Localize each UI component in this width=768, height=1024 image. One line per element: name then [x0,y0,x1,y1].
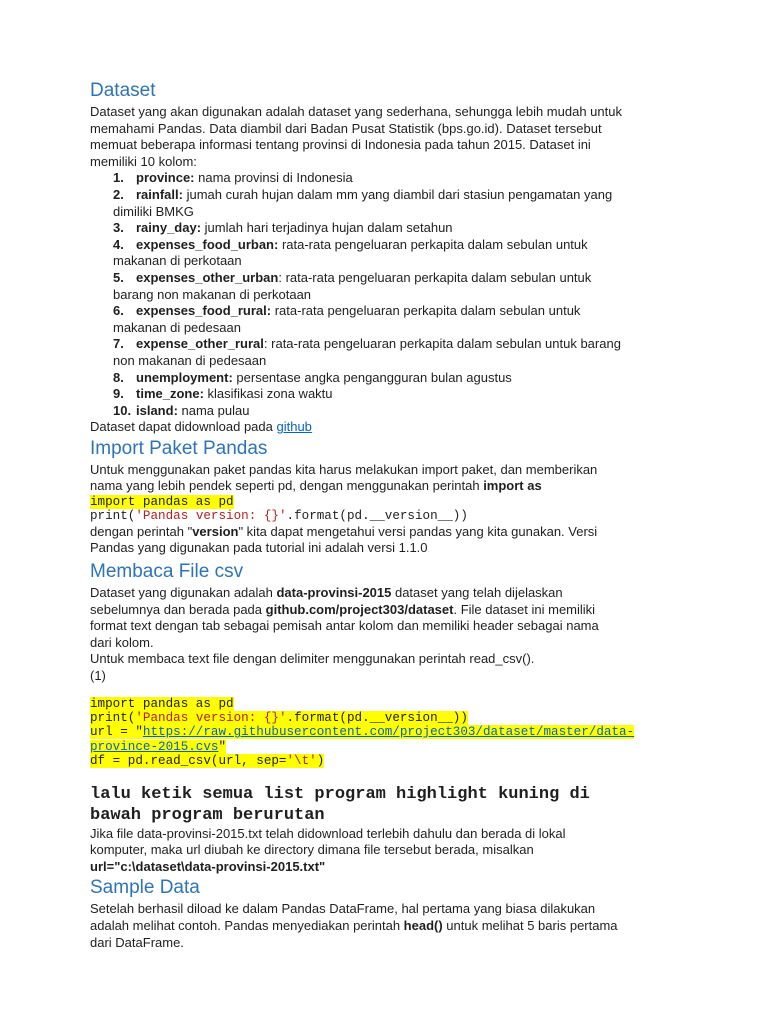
column-name: unemployment: [136,369,233,385]
heading-read-csv: Membaca File csv [90,561,244,583]
csv-text-line-5: Untuk membaca text file dengan delimiter menggunakan perintah read_csv(). [90,651,535,667]
column-desc: rata-rata pengeluaran perkapita dalam sebulan untuk [271,303,581,319]
column-desc: klasifikasi zona waktu [203,386,333,402]
github-link[interactable]: github [276,419,312,435]
import-text-line-2: nama yang lebih pendek seperti pd, dengan menggunakan perintah import as [90,478,542,494]
column-desc-cont: makanan di perkotaan [113,253,242,269]
code-line: url = "https://raw.githubusercontent.com/project303/dataset/master/data- [90,725,635,740]
column-name: expenses_food_rural: [136,303,272,319]
column-desc: : rata-rata pengeluaran perkapita dalam sebulan untuk barang [263,336,621,352]
column-desc: nama provinsi di Indonesia [194,170,353,186]
list-item: 5. expenses_other_urban: rata-rata pengeluaran perkapita dalam sebulan untuk barang non makanan di perkotaan [113,270,690,303]
sample-text-line-3: dari DataFrame. [90,934,184,950]
local-file-line-1: Jika file data-provinsi-2015.txt telah didownload terlebih dahulu dan berada di lokal [90,825,566,841]
column-desc: jumlah hari terjadinya hujan dalam setahun [201,220,453,236]
column-desc: rata-rata pengeluaran perkapita dalam sebulan untuk [278,236,588,252]
instruction-note-line-1: lalu ketik semua list program highlight kuning di [90,784,590,804]
version-text-line-2: Pandas yang digunakan pada tutorial ini adalah versi 1.1.0 [90,540,428,556]
list-item: 9. time_zone: klasifikasi zona waktu [113,386,333,402]
csv-text-line-1: Dataset yang digunakan adalah data-provinsi-2015 dataset yang telah dijelaskan [90,585,563,601]
dataset-intro-line-2: memahami Pandas. Data diambil dari Badan Pusat Statistik (bps.go.id). Dataset tersebut [90,120,602,136]
heading-import-pandas: Import Paket Pandas [90,437,268,459]
column-name: rainfall: [136,186,183,202]
csv-text-line-4: dari kolom. [90,634,154,650]
list-item: 1. province: nama provinsi di Indonesia [113,170,353,186]
code-line: import pandas as pd [90,696,234,711]
heading-sample-data: Sample Data [90,877,200,899]
csv-text-line-6: (1) [90,668,106,684]
heading-dataset: Dataset [90,80,156,101]
column-name: island: [136,402,178,418]
dataset-intro-line-1: Dataset yang akan digunakan adalah dataset yang sederhana, sehungga lebih mudah untuk [90,104,622,119]
sample-text-line-1: Setelah berhasil diload ke dalam Pandas DataFrame, hal pertama yang biasa dilakukan [90,901,596,917]
list-item: 2. rainfall: jumah curah hujan dalam mm yang diambil dari stasiun pengamatan yang dimiliki BMKG [113,187,690,220]
instruction-note-line-2: bawah program berurutan [90,805,325,825]
list-item: 8. unemployment: persentase angka pengangguran bulan agustus [113,369,512,385]
download-line: Dataset dapat didownload pada github [90,419,312,435]
code-line: import pandas as pd [90,495,234,510]
csv-text-line-3: format text dengan tab sebagai pemisah antar kolom dan memiliki header sebagai nama [90,618,599,634]
list-item: 4. expenses_food_urban: rata-rata pengeluaran perkapita dalam sebulan untuk makanan di perkotaan [113,237,690,270]
list-item: 10. island: nama pulau [113,402,250,418]
column-desc: nama pulau [177,402,250,418]
column-name: province: [136,170,195,186]
column-name: time_zone: [136,386,204,402]
local-file-line-3: url="c:\dataset\data-provinsi-2015.txt" [90,858,326,874]
csv-text-line-2: sebelumnya dan berada pada github.com/project303/dataset. File dataset ini memiliki [90,601,596,617]
list-item: 6. expenses_food_rural: rata-rata pengeluaran perkapita dalam sebulan untuk makanan di pedesaan [113,303,690,336]
import-text-line-1: Untuk menggunakan paket pandas kita harus melakukan import paket, dan memberikan [90,461,598,477]
dataset-intro-line-3: memuat beberapa informasi tentang provinsi di Indonesia pada tahun 2015. Dataset ini [90,137,591,153]
code-line: print('Pandas version: {}'.format(pd.__version__)) [90,509,468,524]
code-line: print('Pandas version: {}'.format(pd.__version__)) [90,711,468,726]
column-desc-cont: dimiliki BMKG [113,203,194,219]
code-line: province-2015.cvs" [90,739,227,754]
version-text-line-1: dengan perintah "version" kita dapat mengetahui versi pandas yang kita gunakan. Versi [90,523,598,539]
column-name: expense_other_rural [136,336,264,352]
column-desc-cont: makanan di pedesaan [113,319,241,335]
column-desc-cont: barang non makanan di perkotaan [113,286,312,302]
column-list [90,170,690,419]
column-desc-cont: non makanan di pedesaan [113,352,267,368]
dataset-url-link[interactable]: https://raw.githubusercontent.com/project303/dataset/master/data- [142,725,635,740]
sample-text-line-2: adalah melihat contoh. Pandas menyediakan perintah head() untuk melihat 5 baris pertama [90,918,618,934]
column-desc: : rata-rata pengeluaran perkapita dalam sebulan untuk [278,269,592,285]
document-page [90,78,690,951]
local-file-line-2: komputer, maka url diubah ke directory dimana file tersebut berada, misalkan [90,842,534,858]
list-item: 3. rainy_day: jumlah hari terjadinya hujan dalam setahun [113,220,453,236]
code-line: df = pd.read_csv(url, sep='\t') [90,754,325,769]
column-desc: jumah curah hujan dalam mm yang diambil dari stasiun pengamatan yang [182,186,613,202]
column-name: expenses_food_urban: [136,236,279,252]
dataset-url-link-cont[interactable]: province-2015.cvs [90,739,219,754]
column-desc: persentase angka pengangguran bulan agustus [232,369,512,385]
column-name: expenses_other_urban [136,269,279,285]
column-name: rainy_day: [136,220,202,236]
list-item: 7. expense_other_rural: rata-rata pengeluaran perkapita dalam sebulan untuk barang non makanan di pedesaan [113,336,690,369]
dataset-intro-line-4: memiliki 10 kolom: [90,153,197,169]
